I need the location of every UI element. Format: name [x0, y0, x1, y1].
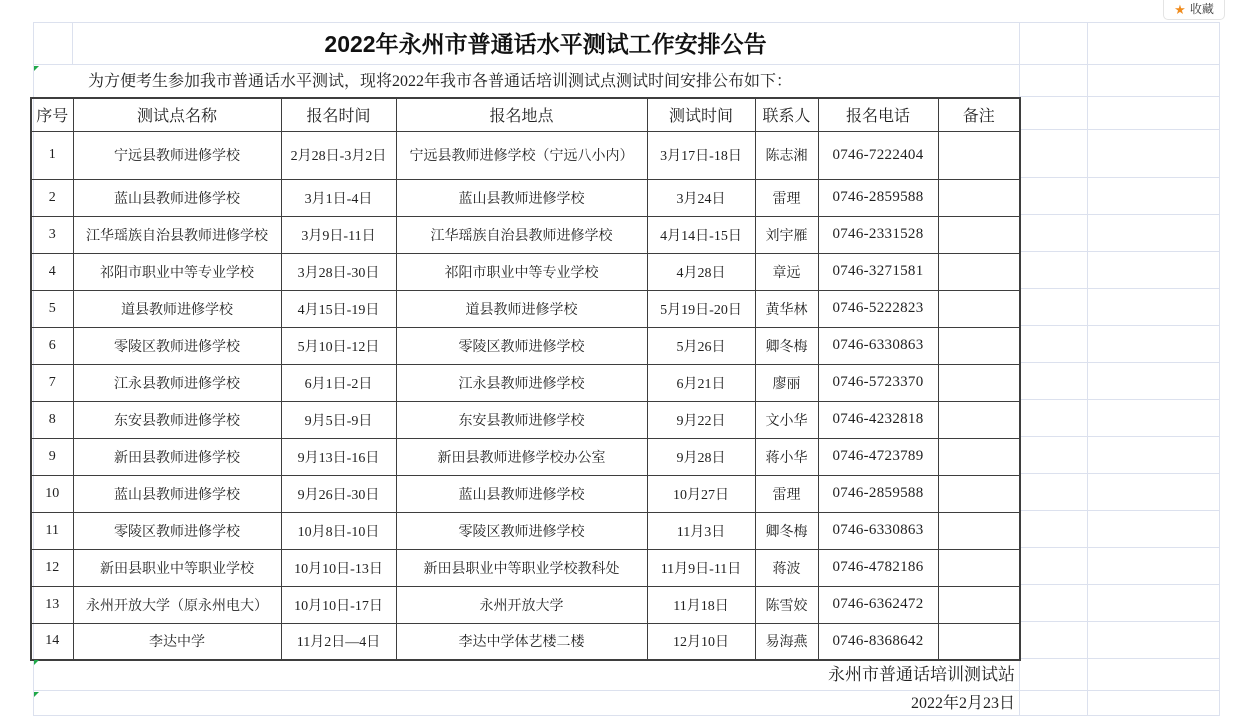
cell-note	[938, 586, 1020, 623]
table-row	[31, 327, 1020, 364]
intro-text: 为方便考生参加我市普通话水平测试，现将2022年我市各普通话培训测试点测试时间安排公布如下：	[88, 73, 793, 90]
cell-note	[938, 438, 1020, 475]
cell-phone: 0746-5723370	[818, 364, 938, 401]
cell-note	[938, 327, 1020, 364]
cell-reg-time: 6月1日-2日	[281, 364, 396, 401]
cell-seq: 6	[31, 327, 73, 364]
cell-test-time: 11月9日-11日	[647, 549, 755, 586]
table-row	[31, 623, 1020, 660]
cell-note	[938, 475, 1020, 512]
table-row	[31, 364, 1020, 401]
cell-test-time: 5月26日	[647, 327, 755, 364]
cell-site-name: 东安县教师进修学校	[73, 401, 281, 438]
cell-note	[938, 623, 1020, 660]
cell-reg-time: 9月5日-9日	[281, 401, 396, 438]
cell-note	[938, 216, 1020, 253]
cell-note	[938, 253, 1020, 290]
cell-phone: 0746-4232818	[818, 401, 938, 438]
grid-row-line	[1020, 436, 1219, 437]
cell-test-time: 6月21日	[647, 364, 755, 401]
date-text: 2022年2月23日	[910, 695, 1015, 712]
cell-contact: 蒋小华	[755, 438, 818, 475]
cell-reg-time: 11月2日—4日	[281, 623, 396, 660]
cell-note	[938, 549, 1020, 586]
cell-seq: 10	[31, 475, 73, 512]
cell-phone: 0746-8368642	[818, 623, 938, 660]
cell-note	[938, 512, 1020, 549]
cell-contact: 雷理	[755, 179, 818, 216]
col-header-reg-time: 报名时间	[281, 98, 396, 131]
cell-flag-green-triangle	[34, 660, 39, 665]
cell-phone: 0746-7222404	[818, 131, 938, 179]
col-header-test-time: 测试时间	[647, 98, 755, 131]
cell-site-name: 李达中学	[73, 623, 281, 660]
cell-note	[938, 364, 1020, 401]
grid-row-line	[1020, 658, 1219, 659]
cell-reg-time: 3月1日-4日	[281, 179, 396, 216]
cell-seq: 1	[31, 131, 73, 179]
cell-reg-place: 江华瑶族自治县教师进修学校	[396, 216, 647, 253]
cell-phone: 0746-4782186	[818, 549, 938, 586]
table-row	[31, 512, 1020, 549]
cell-reg-place: 祁阳市职业中等专业学校	[396, 253, 647, 290]
cell-contact: 蒋波	[755, 549, 818, 586]
cell-site-name: 蓝山县教师进修学校	[73, 179, 281, 216]
cell-test-time: 9月22日	[647, 401, 755, 438]
cell-contact: 廖丽	[755, 364, 818, 401]
cell-reg-place: 李达中学体艺楼二楼	[396, 623, 647, 660]
table-row	[31, 290, 1020, 327]
cell-phone: 0746-5222823	[818, 290, 938, 327]
cell-phone: 0746-4723789	[818, 438, 938, 475]
col-header-phone: 报名电话	[818, 98, 938, 131]
grid-row-line	[1020, 584, 1219, 585]
table-row	[31, 179, 1020, 216]
cell-flag-green-triangle	[34, 692, 39, 697]
grid-row-line	[1020, 715, 1219, 716]
cell-reg-place: 东安县教师进修学校	[396, 401, 647, 438]
col-header-site-name: 测试点名称	[73, 98, 281, 131]
cell-note	[938, 131, 1020, 179]
cell-site-name: 江永县教师进修学校	[73, 364, 281, 401]
cell-phone: 0746-6330863	[818, 327, 938, 364]
cell-seq: 2	[31, 179, 73, 216]
cell-reg-place: 江永县教师进修学校	[396, 364, 647, 401]
cell-test-time: 3月24日	[647, 179, 755, 216]
cell-phone: 0746-2859588	[818, 475, 938, 512]
grid-row-line	[1020, 621, 1219, 622]
cell-contact: 章远	[755, 253, 818, 290]
cell-reg-place: 道县教师进修学校	[396, 290, 647, 327]
grid-strip	[1019, 22, 1220, 716]
cell-test-time: 5月19日-20日	[647, 290, 755, 327]
cell-phone: 0746-6330863	[818, 512, 938, 549]
cell-contact: 卿冬梅	[755, 327, 818, 364]
grid-row-line	[1020, 510, 1219, 511]
cell-site-name: 道县教师进修学校	[73, 290, 281, 327]
table-row	[31, 586, 1020, 623]
cell-reg-place: 零陵区教师进修学校	[396, 327, 647, 364]
cell-seq: 8	[31, 401, 73, 438]
cell-site-name: 新田县职业中等职业学校	[73, 549, 281, 586]
cell-phone: 0746-3271581	[818, 253, 938, 290]
cell-contact: 文小华	[755, 401, 818, 438]
cell-contact: 黄华林	[755, 290, 818, 327]
cell-seq: 14	[31, 623, 73, 660]
cell-seq: 13	[31, 586, 73, 623]
col-header-seq: 序号	[31, 98, 73, 131]
cell-reg-time: 10月8日-10日	[281, 512, 396, 549]
cell-site-name: 宁远县教师进修学校	[73, 131, 281, 179]
cell-test-time: 3月17日-18日	[647, 131, 755, 179]
table-row	[31, 438, 1020, 475]
col-header-contact: 联系人	[755, 98, 818, 131]
cell-site-name: 祁阳市职业中等专业学校	[73, 253, 281, 290]
table-row	[31, 253, 1020, 290]
page-title: 2022年永州市普通话水平测试工作安排公告	[324, 31, 767, 57]
cell-reg-time: 10月10日-17日	[281, 586, 396, 623]
table-row	[31, 216, 1020, 253]
cell-contact: 刘宇雁	[755, 216, 818, 253]
star-icon: ★	[1174, 2, 1186, 17]
schedule-table	[30, 97, 1021, 661]
grid-row-line	[1020, 96, 1219, 97]
cell-reg-time: 5月10日-12日	[281, 327, 396, 364]
cell-seq: 5	[31, 290, 73, 327]
cell-note	[938, 179, 1020, 216]
table-row	[31, 131, 1020, 179]
cell-test-time: 10月27日	[647, 475, 755, 512]
cell-contact: 陈雪姣	[755, 586, 818, 623]
cell-test-time: 11月3日	[647, 512, 755, 549]
grid-row-line	[1020, 399, 1219, 400]
cell-test-time: 9月28日	[647, 438, 755, 475]
cell-site-name: 零陵区教师进修学校	[73, 327, 281, 364]
cell-reg-place: 蓝山县教师进修学校	[396, 179, 647, 216]
cell-reg-place: 零陵区教师进修学校	[396, 512, 647, 549]
grid-row-line	[1020, 547, 1219, 548]
cell-test-time: 11月18日	[647, 586, 755, 623]
cell-reg-place: 宁远县教师进修学校（宁远八小内）	[396, 131, 647, 179]
grid-row-line	[1020, 251, 1219, 252]
cell-note	[938, 290, 1020, 327]
schedule-table-body	[31, 131, 1020, 660]
cell-seq: 7	[31, 364, 73, 401]
cell-seq: 12	[31, 549, 73, 586]
table-row	[31, 401, 1020, 438]
cell-flag-green-triangle	[34, 66, 39, 71]
cell-reg-time: 2月28日-3月2日	[281, 131, 396, 179]
signature-text: 永州市普通话培训测试站	[828, 665, 1015, 684]
cell-site-name: 新田县教师进修学校	[73, 438, 281, 475]
grid-row-line	[1020, 325, 1219, 326]
cell-seq: 4	[31, 253, 73, 290]
cell-contact: 易海燕	[755, 623, 818, 660]
cell-reg-place: 新田县教师进修学校办公室	[396, 438, 647, 475]
cell-contact: 陈志湘	[755, 131, 818, 179]
cell-phone: 0746-2859588	[818, 179, 938, 216]
cell-seq: 9	[31, 438, 73, 475]
cell-site-name: 零陵区教师进修学校	[73, 512, 281, 549]
cell-site-name: 永州开放大学（原永州电大）	[73, 586, 281, 623]
col-header-reg-place: 报名地点	[396, 98, 647, 131]
cell-seq: 11	[31, 512, 73, 549]
grid-row-line	[1020, 214, 1219, 215]
cell-test-time: 4月14日-15日	[647, 216, 755, 253]
favorite-button[interactable]	[1163, 0, 1225, 20]
grid-row-line	[1020, 288, 1219, 289]
cell-reg-time: 3月28日-30日	[281, 253, 396, 290]
cell-site-name: 江华瑶族自治县教师进修学校	[73, 216, 281, 253]
cell-test-time: 4月28日	[647, 253, 755, 290]
cell-phone: 0746-6362472	[818, 586, 938, 623]
cell-reg-time: 9月26日-30日	[281, 475, 396, 512]
grid-row-line	[1020, 177, 1219, 178]
grid-row-line	[1020, 473, 1219, 474]
cell-reg-time: 4月15日-19日	[281, 290, 396, 327]
grid-row-line	[1020, 129, 1219, 130]
cell-reg-time: 9月13日-16日	[281, 438, 396, 475]
cell-contact: 卿冬梅	[755, 512, 818, 549]
table-row	[31, 475, 1020, 512]
grid-column-line	[1087, 22, 1088, 716]
cell-reg-place: 新田县职业中等职业学校教科处	[396, 549, 647, 586]
cell-contact: 雷理	[755, 475, 818, 512]
cell-test-time: 12月10日	[647, 623, 755, 660]
grid-row-line	[1020, 362, 1219, 363]
favorite-button-label: 收藏	[1189, 2, 1214, 16]
cell-reg-place: 蓝山县教师进修学校	[396, 475, 647, 512]
cell-site-name: 蓝山县教师进修学校	[73, 475, 281, 512]
cell-seq: 3	[31, 216, 73, 253]
cell-phone: 0746-2331528	[818, 216, 938, 253]
col-header-note: 备注	[938, 98, 1020, 131]
table-row	[31, 549, 1020, 586]
cell-reg-time: 10月10日-13日	[281, 549, 396, 586]
cell-note	[938, 401, 1020, 438]
schedule-table-header	[31, 98, 1020, 131]
cell-reg-place: 永州开放大学	[396, 586, 647, 623]
cell-reg-time: 3月9日-11日	[281, 216, 396, 253]
header-row	[31, 98, 1020, 131]
